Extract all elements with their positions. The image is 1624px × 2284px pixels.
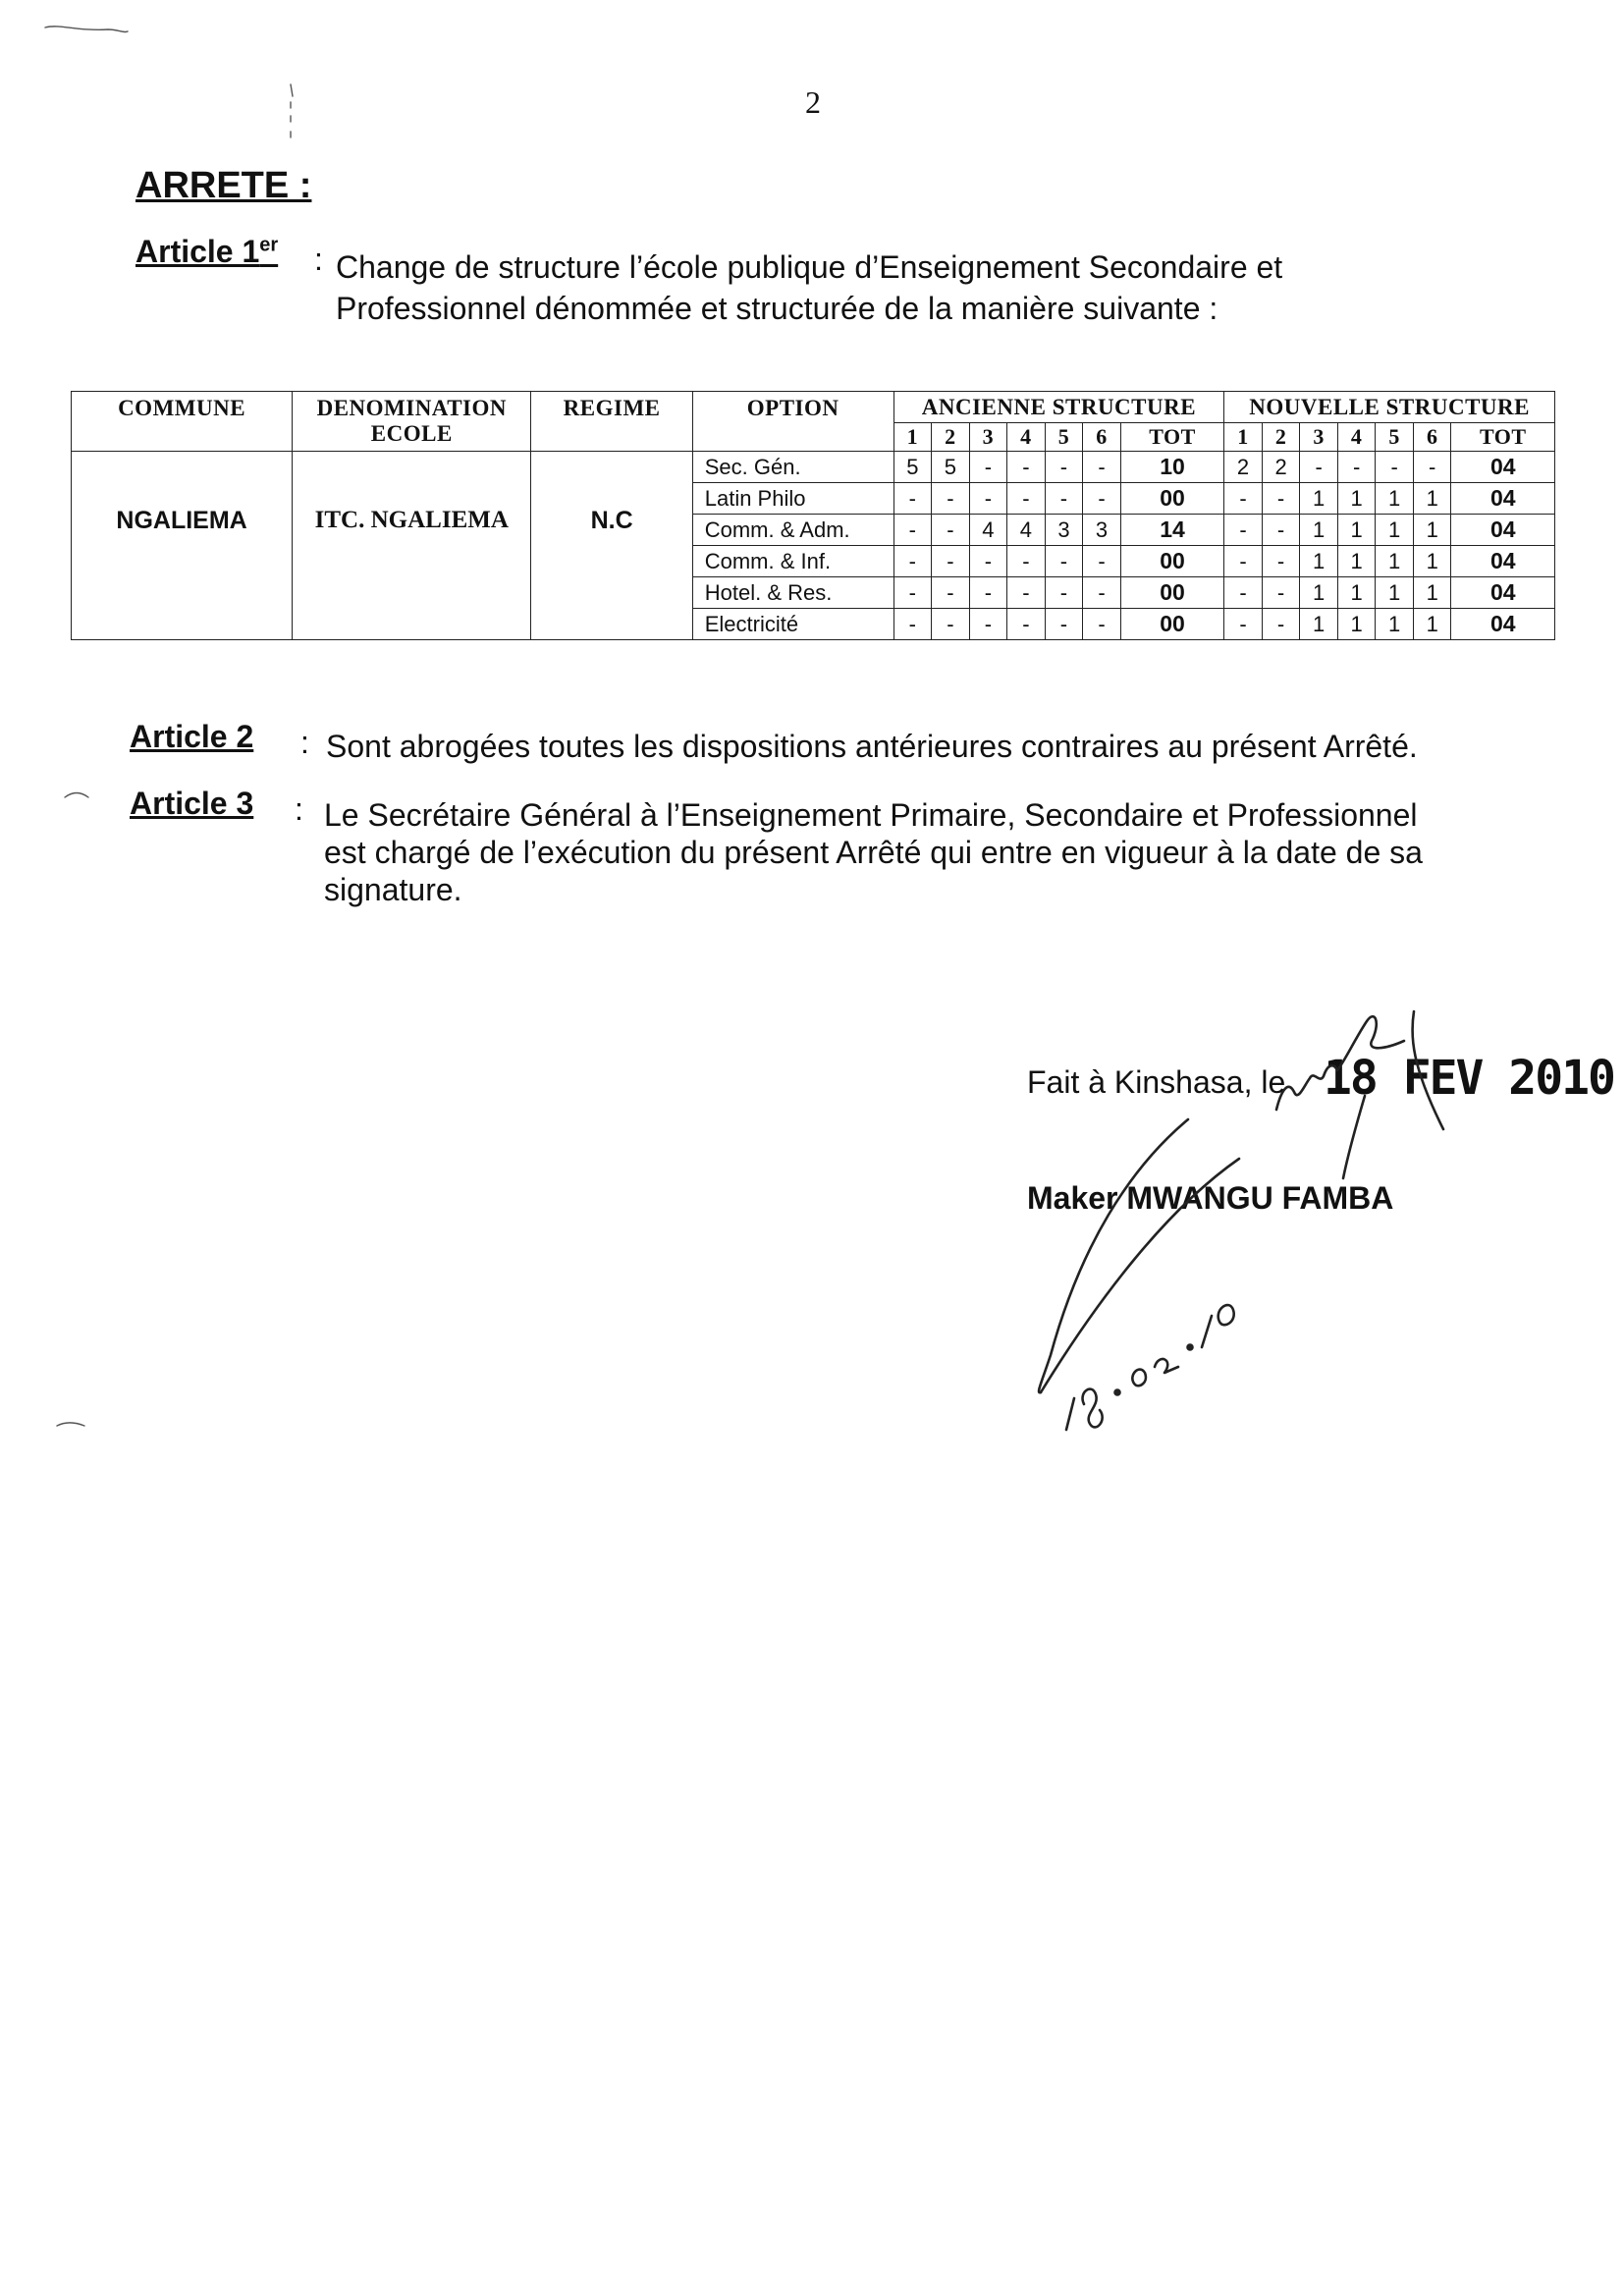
ancienne-value-cell: - — [1007, 452, 1046, 483]
nouvelle-value-cell: 1 — [1376, 609, 1414, 640]
option-cell: Comm. & Inf. — [692, 546, 893, 577]
nouvelle-value-cell: 1 — [1300, 546, 1338, 577]
ancienne-class-header-3: 3 — [969, 423, 1007, 452]
ancienne-class-header-5: 5 — [1045, 423, 1083, 452]
article-2-text: Sont abrogées toutes les dispositions antérieures contraires au présent Arrêté. — [326, 729, 1418, 764]
article-1-line-2: Professionnel dénommée et structurée de la manière suivante : — [336, 291, 1218, 326]
ancienne-value-cell: - — [1007, 483, 1046, 515]
header-regime: REGIME — [531, 392, 692, 452]
nouvelle-value-cell: 2 — [1262, 452, 1300, 483]
ancienne-value-cell: 00 — [1120, 483, 1224, 515]
nouvelle-value-cell: - — [1262, 546, 1300, 577]
nouvelle-value-cell: - — [1224, 546, 1263, 577]
ancienne-value-cell: - — [893, 609, 932, 640]
ancienne-value-cell: 00 — [1120, 609, 1224, 640]
article-1-line-1: Change de structure l’école publique d’Enseignement Secondaire et — [336, 249, 1283, 285]
ancienne-value-cell: - — [1083, 452, 1121, 483]
denomination-cell: ITC. NGALIEMA — [293, 452, 531, 640]
ancienne-value-cell: - — [932, 577, 970, 609]
nouvelle-value-cell: 04 — [1451, 546, 1555, 577]
nouvelle-value-cell: - — [1224, 483, 1263, 515]
nouvelle-value-cell: 1 — [1376, 577, 1414, 609]
ancienne-value-cell: 14 — [1120, 515, 1224, 546]
nouvelle-value-cell: - — [1224, 577, 1263, 609]
ancienne-value-cell: - — [969, 452, 1007, 483]
article-3-line-1: Le Secrétaire Général à l’Enseignement Primaire, Secondaire et Professionnel — [324, 797, 1418, 833]
ancienne-value-cell: - — [1083, 546, 1121, 577]
ancienne-value-cell: - — [969, 546, 1007, 577]
nouvelle-value-cell: 04 — [1451, 483, 1555, 515]
nouvelle-value-cell: 1 — [1413, 577, 1451, 609]
structure-table — [71, 391, 1555, 640]
header-commune: COMMUNE — [72, 392, 293, 452]
article-2-separator: : — [300, 725, 309, 760]
option-cell: Latin Philo — [692, 483, 893, 515]
nouvelle-value-cell: - — [1376, 452, 1414, 483]
option-cell: Electricité — [692, 609, 893, 640]
article-1-label: Article 1er — [135, 234, 279, 269]
ancienne-value-cell: - — [1045, 577, 1083, 609]
nouvelle-class-header-5: 5 — [1376, 423, 1414, 452]
ancienne-value-cell: - — [893, 577, 932, 609]
nouvelle-class-header-4: 4 — [1337, 423, 1376, 452]
ancienne-value-cell: - — [969, 577, 1007, 609]
table-row — [72, 452, 1555, 483]
nouvelle-value-cell: 1 — [1376, 546, 1414, 577]
ancienne-class-header-2: 2 — [932, 423, 970, 452]
ancienne-value-cell: - — [893, 546, 932, 577]
nouvelle-value-cell: 1 — [1337, 577, 1376, 609]
header-option: OPTION — [692, 392, 893, 452]
article-1-separator: : — [314, 242, 323, 277]
ancienne-value-cell: - — [969, 609, 1007, 640]
option-cell: Sec. Gén. — [692, 452, 893, 483]
ancienne-value-cell: 00 — [1120, 546, 1224, 577]
nouvelle-value-cell: 04 — [1451, 452, 1555, 483]
nouvelle-class-header-tot: TOT — [1451, 423, 1555, 452]
nouvelle-value-cell: 1 — [1376, 515, 1414, 546]
nouvelle-value-cell: 1 — [1413, 609, 1451, 640]
ancienne-class-header-6: 6 — [1083, 423, 1121, 452]
ancienne-value-cell: - — [1007, 546, 1046, 577]
commune-cell: NGALIEMA — [72, 452, 293, 640]
ancienne-value-cell: - — [932, 515, 970, 546]
nouvelle-value-cell: 1 — [1337, 483, 1376, 515]
nouvelle-value-cell: - — [1224, 609, 1263, 640]
nouvelle-value-cell: - — [1262, 577, 1300, 609]
ancienne-value-cell: 4 — [969, 515, 1007, 546]
nouvelle-value-cell: - — [1413, 452, 1451, 483]
nouvelle-value-cell: - — [1262, 609, 1300, 640]
nouvelle-value-cell: 04 — [1451, 609, 1555, 640]
ancienne-value-cell: - — [1045, 546, 1083, 577]
article-3-label: Article 3 — [130, 786, 254, 821]
ancienne-value-cell: - — [1045, 609, 1083, 640]
nouvelle-value-cell: 04 — [1451, 577, 1555, 609]
option-cell: Comm. & Adm. — [692, 515, 893, 546]
ancienne-value-cell: 4 — [1007, 515, 1046, 546]
ancienne-value-cell: - — [1045, 483, 1083, 515]
nouvelle-value-cell: - — [1262, 483, 1300, 515]
page-number: 2 — [805, 84, 821, 120]
ancienne-value-cell: 5 — [932, 452, 970, 483]
ancienne-value-cell: 00 — [1120, 577, 1224, 609]
article-2-label: Article 2 — [130, 719, 254, 754]
nouvelle-value-cell: 1 — [1413, 515, 1451, 546]
ancienne-value-cell: - — [893, 515, 932, 546]
ancienne-value-cell: - — [1083, 609, 1121, 640]
option-cell: Hotel. & Res. — [692, 577, 893, 609]
nouvelle-value-cell: - — [1337, 452, 1376, 483]
ancienne-value-cell: 5 — [893, 452, 932, 483]
regime-cell: N.C — [531, 452, 692, 640]
nouvelle-class-header-1: 1 — [1224, 423, 1263, 452]
ancienne-value-cell: 3 — [1083, 515, 1121, 546]
ancienne-value-cell: 10 — [1120, 452, 1224, 483]
nouvelle-value-cell: 1 — [1337, 515, 1376, 546]
header-ancienne-structure: ANCIENNE STRUCTURE — [893, 392, 1224, 423]
nouvelle-value-cell: 1 — [1300, 515, 1338, 546]
ancienne-value-cell: - — [1083, 577, 1121, 609]
nouvelle-value-cell: 1 — [1413, 483, 1451, 515]
nouvelle-value-cell: 1 — [1337, 546, 1376, 577]
ancienne-value-cell: - — [1045, 452, 1083, 483]
nouvelle-class-header-3: 3 — [1300, 423, 1338, 452]
nouvelle-value-cell: - — [1262, 515, 1300, 546]
ancienne-value-cell: - — [1007, 577, 1046, 609]
place-date-label: Fait à Kinshasa, le — [1027, 1064, 1286, 1100]
nouvelle-value-cell: 04 — [1451, 515, 1555, 546]
nouvelle-value-cell: 1 — [1300, 609, 1338, 640]
ancienne-value-cell: - — [969, 483, 1007, 515]
nouvelle-value-cell: - — [1224, 515, 1263, 546]
nouvelle-class-header-2: 2 — [1262, 423, 1300, 452]
ancienne-class-header-1: 1 — [893, 423, 932, 452]
ancienne-value-cell: - — [893, 483, 932, 515]
header-denomination: DENOMINATION ECOLE — [293, 392, 531, 452]
signatory-name: Maker MWANGU FAMBA — [1027, 1180, 1394, 1216]
ancienne-value-cell: 3 — [1045, 515, 1083, 546]
article-3-separator: : — [295, 791, 303, 827]
ancienne-class-header-tot: TOT — [1120, 423, 1224, 452]
nouvelle-value-cell: 1 — [1413, 546, 1451, 577]
nouvelle-value-cell: 2 — [1224, 452, 1263, 483]
ancienne-value-cell: - — [932, 609, 970, 640]
decree-heading: ARRETE : — [135, 165, 312, 206]
nouvelle-value-cell: - — [1300, 452, 1338, 483]
nouvelle-class-header-6: 6 — [1413, 423, 1451, 452]
date-stamp: 18 FEV 2010 — [1324, 1051, 1614, 1106]
ancienne-value-cell: - — [1007, 609, 1046, 640]
article-3-line-2: est chargé de l’exécution du présent Arrêté qui entre en vigueur à la date de sa — [324, 835, 1423, 870]
ancienne-value-cell: - — [1083, 483, 1121, 515]
ancienne-value-cell: - — [932, 483, 970, 515]
nouvelle-value-cell: 1 — [1300, 577, 1338, 609]
ancienne-class-header-4: 4 — [1007, 423, 1046, 452]
header-nouvelle-structure: NOUVELLE STRUCTURE — [1224, 392, 1555, 423]
nouvelle-value-cell: 1 — [1376, 483, 1414, 515]
nouvelle-value-cell: 1 — [1337, 609, 1376, 640]
ancienne-value-cell: - — [932, 546, 970, 577]
article-3-line-3: signature. — [324, 872, 462, 907]
nouvelle-value-cell: 1 — [1300, 483, 1338, 515]
